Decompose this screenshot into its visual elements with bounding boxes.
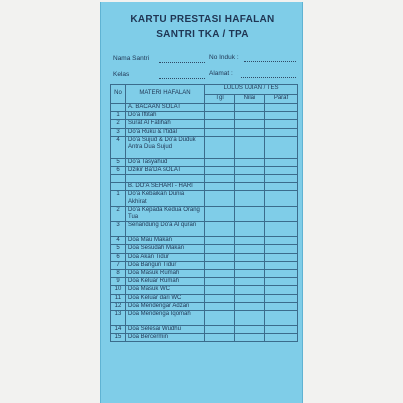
table-row [111,158,298,166]
paraf-cell[interactable] [265,167,298,175]
table-row [111,334,298,342]
nilai-cell[interactable] [235,294,265,302]
tgl-cell[interactable] [205,167,235,175]
nilai-cell[interactable] [235,286,265,294]
row-materi: Doa Bangun Tidur [126,261,205,269]
nilai-cell[interactable] [235,326,265,334]
section-b-title: B. DO'A SEHARI - HARI [126,183,205,191]
paraf-cell[interactable] [265,191,298,206]
table-row [111,237,298,245]
row-materi: Doa Masuk Rumah [126,270,205,278]
paraf-cell[interactable] [265,326,298,334]
row-materi: Doa Sesudah Makan [126,245,205,253]
row-number: 4 [111,136,126,158]
row-materi: Doa Masuk WC [126,286,205,294]
tgl-cell[interactable] [205,253,235,261]
row-materi: Doa Mendenga Iqomah [126,311,205,326]
nilai-cell[interactable] [235,253,265,261]
table-row [111,261,298,269]
nilai-cell[interactable] [235,167,265,175]
row-number: 4 [111,237,126,245]
row-number: 2 [111,120,126,128]
nilai-cell[interactable] [235,245,265,253]
paraf-cell[interactable] [265,128,298,136]
paraf-cell[interactable] [265,270,298,278]
paraf-cell[interactable] [265,302,298,310]
paraf-cell[interactable] [265,278,298,286]
table-row [111,222,298,237]
row-materi: Do'a Iftitah [126,112,205,120]
tgl-cell[interactable] [205,261,235,269]
col-lulus-header: LULUS UJIAN / TES [205,85,298,95]
paraf-cell[interactable] [265,245,298,253]
tgl-cell[interactable] [205,191,235,206]
table-row [111,286,298,294]
tgl-cell[interactable] [205,237,235,245]
card-title: KARTU PRESTASI HAFALAN [130,14,275,25]
paraf-cell[interactable] [265,253,298,261]
table-row [111,270,298,278]
nilai-cell[interactable] [235,222,265,237]
row-materi: Doa Mau Makan [126,237,205,245]
tgl-cell[interactable] [205,286,235,294]
row-materi: Doa Bercermin [126,334,205,342]
table-row [111,294,298,302]
row-materi: Do'a Kebaikan Dunia Akhirat [126,191,205,206]
row-materi: Senandung Do'a Al quran [126,222,205,237]
table-row [111,311,298,326]
nilai-cell[interactable] [235,120,265,128]
spacer-row [111,175,298,183]
table-row [111,326,298,334]
table-row [111,253,298,261]
paraf-cell[interactable] [265,158,298,166]
row-number: 2 [111,206,126,221]
paraf-cell[interactable] [265,112,298,120]
tgl-cell[interactable] [205,128,235,136]
col-no-header: No [111,85,126,104]
tgl-cell[interactable] [205,245,235,253]
row-number: 14 [111,326,126,334]
nilai-cell[interactable] [235,334,265,342]
kelas-label: Kelas [113,71,130,78]
row-number: 8 [111,270,126,278]
row-materi: Doa Selesai Wudhu [126,326,205,334]
row-number: 6 [111,167,126,175]
row-number: 1 [111,191,126,206]
row-number: 6 [111,253,126,261]
row-number: 5 [111,245,126,253]
row-number: 10 [111,286,126,294]
row-materi: Dzikir Ba'DA sOLAT [126,167,205,175]
tgl-cell[interactable] [205,302,235,310]
nilai-cell[interactable] [235,270,265,278]
row-number: 11 [111,294,126,302]
paraf-cell[interactable] [265,261,298,269]
row-number: 13 [111,311,126,326]
nama-santri-line [159,62,205,63]
col-materi-header: MATERI HAFALAN [126,85,205,104]
section-a-title: A. BACAAN SOLAT [126,104,205,112]
tgl-cell[interactable] [205,136,235,158]
table-row [111,191,298,206]
row-number: 3 [111,222,126,237]
tgl-cell[interactable] [205,278,235,286]
nilai-cell[interactable] [235,128,265,136]
nilai-cell[interactable] [235,191,265,206]
table-row [111,278,298,286]
table-row [111,136,298,158]
table-row [111,112,298,120]
table-row [111,302,298,310]
nilai-cell[interactable] [235,302,265,310]
table-row [111,167,298,175]
tgl-cell[interactable] [205,270,235,278]
row-number: 3 [111,128,126,136]
row-materi: Doa Keluar Rumah [126,278,205,286]
nilai-cell[interactable] [235,158,265,166]
tgl-cell[interactable] [205,120,235,128]
row-number: 1 [111,112,126,120]
no-induk-line [244,61,296,62]
nilai-cell[interactable] [235,261,265,269]
paraf-cell[interactable] [265,294,298,302]
row-materi: Doa Keluar dari WC [126,294,205,302]
row-materi: Doa Mendengar Adzan [126,302,205,310]
nilai-cell[interactable] [235,278,265,286]
table-row [111,245,298,253]
tgl-cell[interactable] [205,334,235,342]
paraf-cell[interactable] [265,286,298,294]
tgl-cell[interactable] [205,112,235,120]
row-number: 9 [111,278,126,286]
paraf-cell[interactable] [265,334,298,342]
table-row [111,120,298,128]
kelas-line [159,78,205,79]
nilai-cell[interactable] [235,206,265,221]
row-number: 12 [111,302,126,310]
alamat-line [241,77,296,78]
row-number: 7 [111,261,126,269]
paraf-cell[interactable] [265,136,298,158]
tgl-cell[interactable] [205,158,235,166]
row-number: 5 [111,158,126,166]
card-subtitle: SANTRI TKA / TPA [156,29,249,40]
nama-santri-label: Nama Santri [113,55,150,62]
tgl-cell[interactable] [205,311,235,326]
row-materi: Do'a Ruku & I'tidal [126,128,205,136]
tgl-cell[interactable] [205,206,235,221]
tgl-cell[interactable] [205,326,235,334]
tgl-cell[interactable] [205,222,235,237]
row-materi: Do'a Tasyahud [126,158,205,166]
row-materi: Doa Akan Tidur [126,253,205,261]
hafalan-table [110,84,298,342]
hafalan-card [100,2,303,403]
col-tgl-header: Tgl [205,95,235,104]
table-row [111,206,298,221]
nilai-cell[interactable] [235,112,265,120]
paraf-cell[interactable] [265,311,298,326]
nilai-cell[interactable] [235,237,265,245]
alamat-label: Alamat : [209,70,233,77]
row-materi: Do'a Kepada Kedua Orang Tua [126,206,205,221]
nilai-cell[interactable] [235,136,265,158]
tgl-cell[interactable] [205,294,235,302]
paraf-cell[interactable] [265,206,298,221]
row-materi: Do'a Sujud & Do'a Duduk Antra Dua Sujud [126,136,205,158]
row-number: 15 [111,334,126,342]
no-induk-label: No Induk : [209,54,239,61]
row-materi: Surat Al Fatihah [126,120,205,128]
table-row [111,128,298,136]
col-paraf-header: Paraf [265,95,298,104]
paraf-cell[interactable] [265,120,298,128]
nilai-cell[interactable] [235,311,265,326]
paraf-cell[interactable] [265,222,298,237]
col-nilai-header: Nilai [235,95,265,104]
paraf-cell[interactable] [265,237,298,245]
